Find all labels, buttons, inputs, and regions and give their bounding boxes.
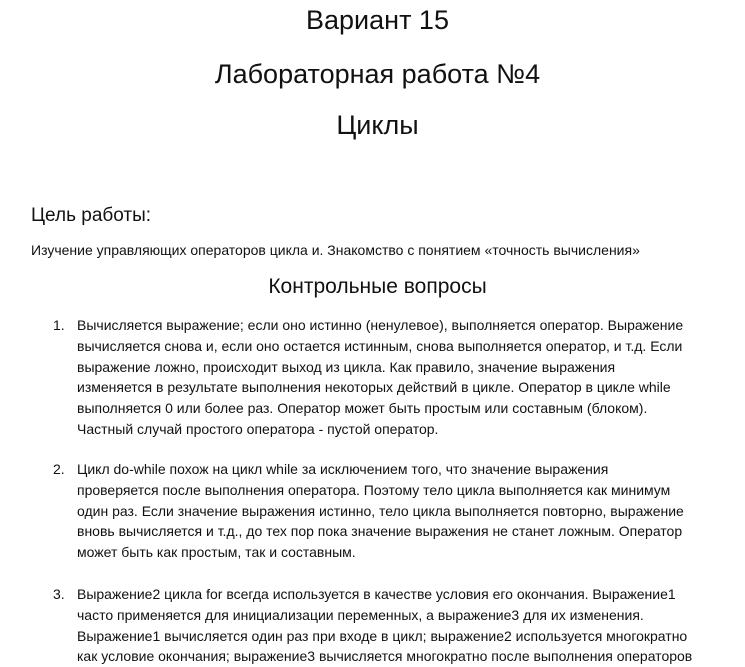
questions-heading: Контрольные вопросы bbox=[268, 275, 487, 298]
question-number: 2. bbox=[53, 461, 65, 477]
topic-title: Циклы bbox=[336, 110, 419, 140]
question-number: 1. bbox=[53, 317, 65, 333]
question-number: 3. bbox=[53, 586, 65, 602]
question-text: Выражение2 цикла for всегда используется в качестве условия его окончания. Выражение1 часто применяется для инициализации переменных, а выражение3 для их изменения. Выражение1 вычисляется один раз при входе в цикл; выражение2 используется многократно как условие окончания; выражение3 вычисляется многократно после выполнения операторов bbox=[77, 586, 693, 665]
lab-title: Лабораторная работа №4 bbox=[214, 59, 541, 89]
question-text: Цикл do-while похож на цикл while за исключением того, что значение выражения проверяется после выполнения оператора. Поэтому тело цикла выполняется как минимум один раз. Если значение выражения истинно, тело цикла выполняется повторно, выражение вновь вычисляется и т.д., до тех пор пока значение выражения не станет ложным. Оператор может быть как простым, так и составным. bbox=[77, 461, 684, 561]
goal-text: Изучение управляющих операторов цикла и. Знакомство с понятием «точность вычисления» bbox=[31, 242, 640, 258]
question-text: Вычисляется выражение; если оно истинно (ненулевое), выполняется оператор. Выражение вычисляется снова и, если оно остается истинным, снова выполняется оператор, и т.д. Если выражение ложно, происходит выход из цикла. Как правило, значение выражения изменяется в результате выполнения некоторых действий в цикле. Оператор в цикле while выполняется 0 или более раз. Оператор может быть простым или составным (блоком). Частный случай простого оператора - пустой оператор. bbox=[77, 317, 684, 437]
goal-heading: Цель работы: bbox=[31, 205, 152, 226]
variant-title: Вариант 15 bbox=[306, 5, 449, 35]
